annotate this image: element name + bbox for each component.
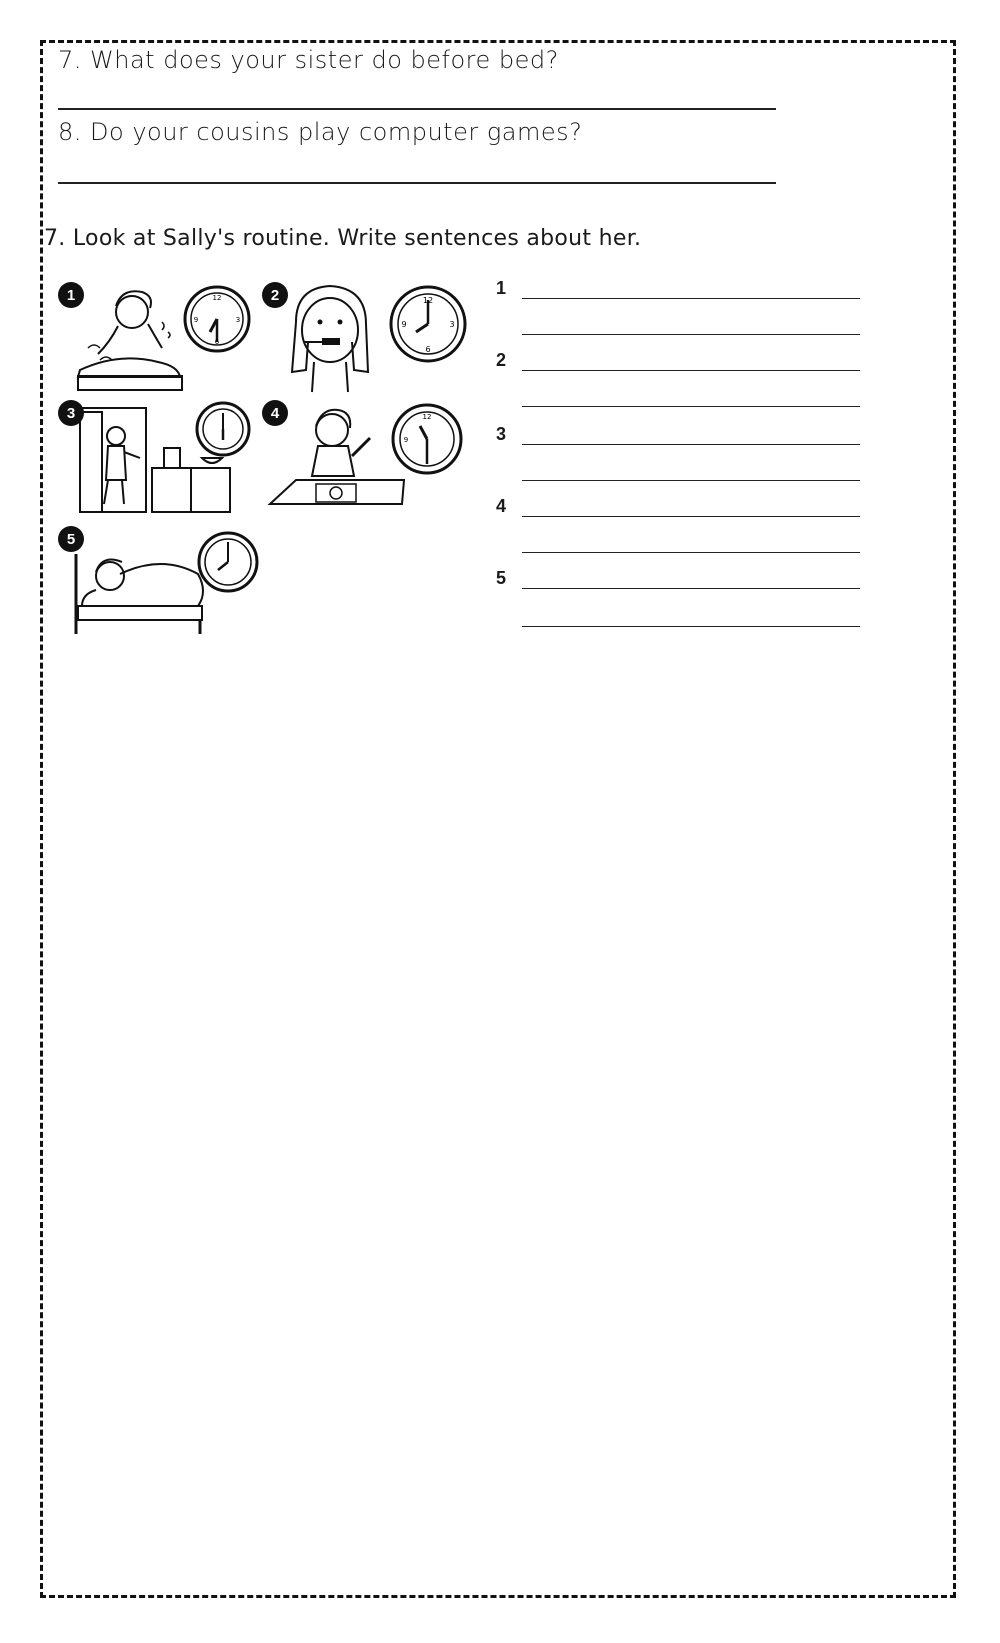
writing-line[interactable] xyxy=(522,480,860,481)
svg-text:3: 3 xyxy=(235,316,241,324)
writing-number: 2 xyxy=(496,350,507,370)
svg-text:12: 12 xyxy=(212,294,222,302)
writing-line[interactable] xyxy=(522,334,860,335)
writing-line[interactable] xyxy=(522,626,860,627)
svg-text:9: 9 xyxy=(193,316,199,324)
svg-text:3: 3 xyxy=(449,320,455,329)
question-7: 7. What does your sister do before bed? xyxy=(58,46,559,74)
writing-line[interactable] xyxy=(522,552,860,553)
picture-4-homework xyxy=(262,400,472,520)
clock-icon xyxy=(196,530,260,594)
clock-icon xyxy=(390,402,464,476)
writing-line[interactable] xyxy=(522,370,860,371)
svg-text:12: 12 xyxy=(422,413,432,421)
writing-number: 1 xyxy=(496,278,507,298)
clock-icon xyxy=(388,284,468,364)
svg-text:12: 12 xyxy=(422,296,434,305)
picture-number-badge: 5 xyxy=(58,526,84,552)
writing-line[interactable] xyxy=(522,298,860,299)
clock-icon xyxy=(194,400,252,458)
svg-text:9: 9 xyxy=(401,320,407,329)
writing-line[interactable] xyxy=(522,406,860,407)
picture-3-leaving-home xyxy=(58,400,258,520)
answer-line-question-7[interactable] xyxy=(58,108,776,110)
writing-number: 4 xyxy=(496,496,507,516)
svg-text:9: 9 xyxy=(403,436,409,444)
picture-number-badge: 1 xyxy=(58,282,84,308)
dashed-border-frame xyxy=(40,40,956,1598)
writing-line[interactable] xyxy=(522,516,860,517)
svg-text:6: 6 xyxy=(425,345,431,354)
clock-icon xyxy=(182,284,252,354)
writing-line[interactable] xyxy=(522,444,860,445)
section-title: 7. Look at Sally's routine. Write sentences about her. xyxy=(44,226,642,251)
writing-line[interactable] xyxy=(522,588,860,589)
writing-number: 3 xyxy=(496,424,507,444)
svg-text:6: 6 xyxy=(214,338,220,346)
answer-line-question-8[interactable] xyxy=(58,182,776,184)
picture-5-sleeping xyxy=(58,526,268,646)
writing-number: 5 xyxy=(496,568,507,588)
picture-1-washing-face xyxy=(58,282,258,397)
picture-2-brushing-teeth xyxy=(262,282,472,397)
picture-number-badge: 4 xyxy=(262,400,288,426)
picture-number-badge: 3 xyxy=(58,400,84,426)
question-8: 8. Do your cousins play computer games? xyxy=(58,118,583,146)
picture-number-badge: 2 xyxy=(262,282,288,308)
brushing-teeth-illustration xyxy=(274,282,394,397)
